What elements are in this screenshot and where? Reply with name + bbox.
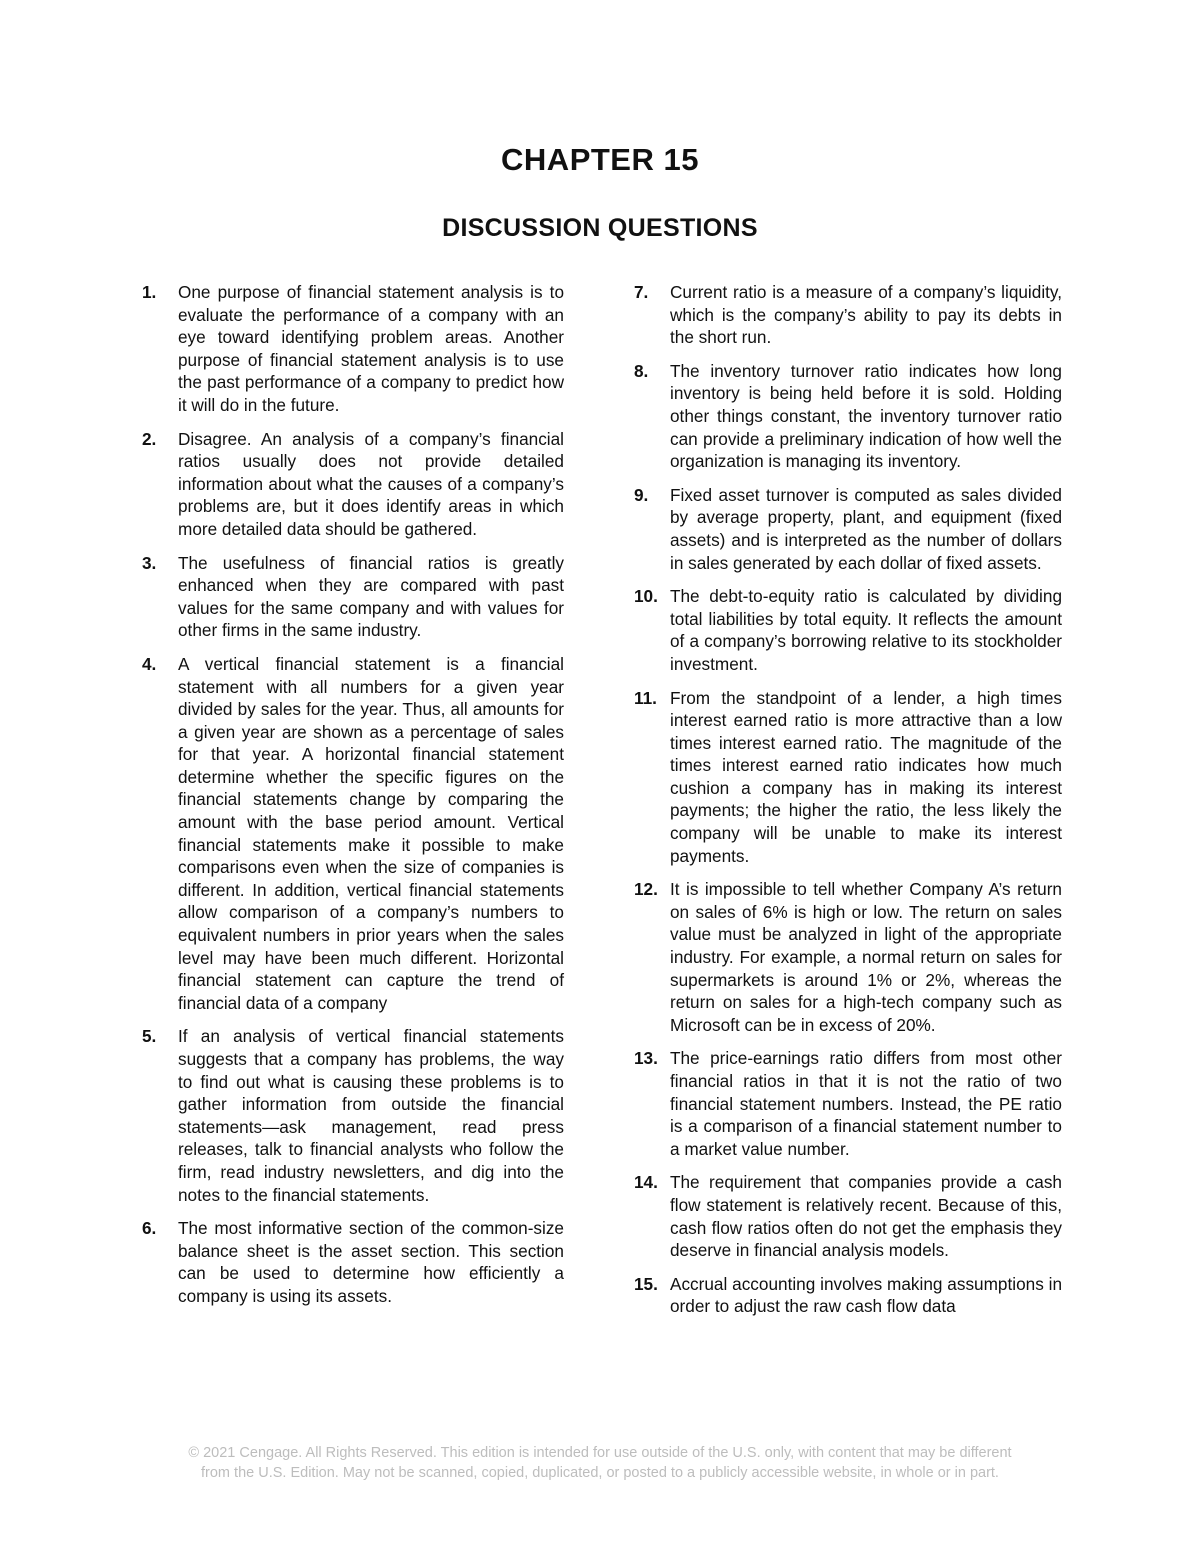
question-item	[142, 653, 564, 1015]
question-item	[622, 360, 1062, 473]
question-number: 13.	[634, 1048, 658, 1069]
question-item	[622, 1171, 1062, 1261]
question-answer: The most informative section of the common-size balance sheet is the asset section. This section can be used to determine how efficiently a company is using its assets.	[178, 1218, 564, 1306]
question-answer: It is impossible to tell whether Company A’s return on sales of 6% is high or low. The return on sales value must be analyzed in light of the appropriate industry. For example, a normal return on sales for supermarkets is around 1% or 2%, whereas the return on sales for a high-tech company such as Microsoft can be in excess of 20%.	[670, 879, 1062, 1035]
section-title: DISCUSSION QUESTIONS	[442, 214, 758, 242]
question-number: 11.	[634, 687, 657, 708]
copyright-line-2: from the U.S. Edition. May not be scanned, copied, duplicated, or posted to a publicly accessible website, in whole or in part.	[201, 1465, 999, 1481]
question-item	[142, 428, 564, 541]
question-item	[142, 1217, 564, 1307]
question-answer: Disagree. An analysis of a company’s financial ratios usually does not provide detailed information about what the causes of a company’s problems are, but it does identify areas in which more detailed data should be gathered.	[178, 428, 564, 539]
question-number: 1.	[142, 282, 157, 302]
copyright-line-1: © 2021 Cengage. All Rights Reserved. This edition is intended for use outside of the U.S. only, with content that may be different	[188, 1445, 1012, 1461]
question-answer: The inventory turnover ratio indicates how long inventory is being held before it is sold. Holding other things constant, the inventory turnover ratio can provide a preliminary indication of how well the organization is managing its inventory.	[670, 360, 1062, 472]
question-item	[142, 281, 564, 417]
question-answer: If an analysis of vertical financial statements suggests that a company has problems, the way to find out what is causing these problems is to gather information from outside the financial statements—ask management, read press releases, talk to financial analysts who follow the firm, read industry newsletters, and dig into the notes to the financial statements.	[178, 1026, 564, 1205]
question-answer: A vertical financial statement is a financial statement with all numbers for a given year divided by sales for the year. Thus, all amounts for a given year are shown as a percentage of sales for that year. A horizontal financial statement determine whether the specific figures on the financial statements change by comparing the amount with the base period amount. Vertical financial statements make it possible to make comparisons even when the size of companies is different. In addition, vertical financial statements allow comparison of a company’s numbers to equivalent numbers in prior years when the sales level may have been much different. Horizontal financial statement can capture the trend of financial data of a company	[178, 653, 564, 1013]
question-item	[622, 878, 1062, 1036]
question-number: 12.	[634, 879, 658, 900]
question-number: 2.	[142, 428, 157, 449]
question-item	[622, 1047, 1062, 1160]
question-number: 15.	[634, 1273, 658, 1294]
copyright-footer	[0, 1443, 1200, 1483]
question-number: 9.	[634, 484, 649, 505]
question-answer: The requirement that companies provide a cash flow statement is relatively recent. Because of this, cash flow ratios often do not get the emphasis they deserve in financial analysis models.	[670, 1172, 1062, 1261]
question-answer: Fixed asset turnover is computed as sales divided by average property, plant, and equipment (fixed assets) and is interpreted as the number of dollars in sales generated by each dollar of fixed assets.	[670, 484, 1062, 573]
question-answer: The debt-to-equity ratio is calculated by dividing total liabilities by total equity. It reflects the amount of a company’s borrowing relative to its stockholder investment.	[670, 586, 1062, 674]
question-number: 5.	[142, 1026, 157, 1047]
question-answer: Current ratio is a measure of a company’s liquidity, which is the company’s ability to pay its debts in the short run.	[670, 282, 1062, 348]
question-item	[622, 585, 1062, 675]
question-number: 6.	[142, 1218, 157, 1239]
question-item	[622, 1273, 1062, 1318]
question-answer: One purpose of financial statement analysis is to evaluate the performance of a company with an eye toward identifying problem areas. Another purpose of financial statement analysis is to use the past performance of a company to predict how it will do in the future.	[178, 282, 564, 415]
question-number: 10.	[634, 586, 658, 607]
question-number: 4.	[142, 653, 157, 674]
right-column	[622, 281, 1062, 1329]
question-number: 3.	[142, 552, 157, 573]
question-item	[142, 1025, 564, 1206]
question-number: 14.	[634, 1172, 658, 1193]
question-answer: Accrual accounting involves making assumptions in order to adjust the raw cash flow data	[670, 1273, 1062, 1317]
question-item	[142, 552, 564, 642]
question-item	[622, 687, 1062, 868]
left-column	[142, 281, 564, 1319]
question-answer: The usefulness of financial ratios is greatly enhanced when they are compared with past values for the same company and with values for other firms in the same industry.	[178, 552, 564, 641]
question-number: 8.	[634, 360, 649, 381]
question-answer: From the standpoint of a lender, a high times interest earned ratio is more attractive than a low times interest earned ratio. The magnitude of the times interest earned ratio indicates how much cushion a company has in making its interest payments; the higher the ratio, the less likely the company will be unable to make its interest payments.	[670, 687, 1062, 866]
question-item	[622, 484, 1062, 574]
question-number: 7.	[634, 282, 649, 302]
question-item	[622, 281, 1062, 349]
chapter-title: CHAPTER 15	[501, 142, 699, 177]
question-answer: The price-earnings ratio differs from most other financial ratios in that it is not the ratio of two financial statement numbers. Instead, the PE ratio is a comparison of a financial statement number to a market value number.	[670, 1048, 1062, 1159]
